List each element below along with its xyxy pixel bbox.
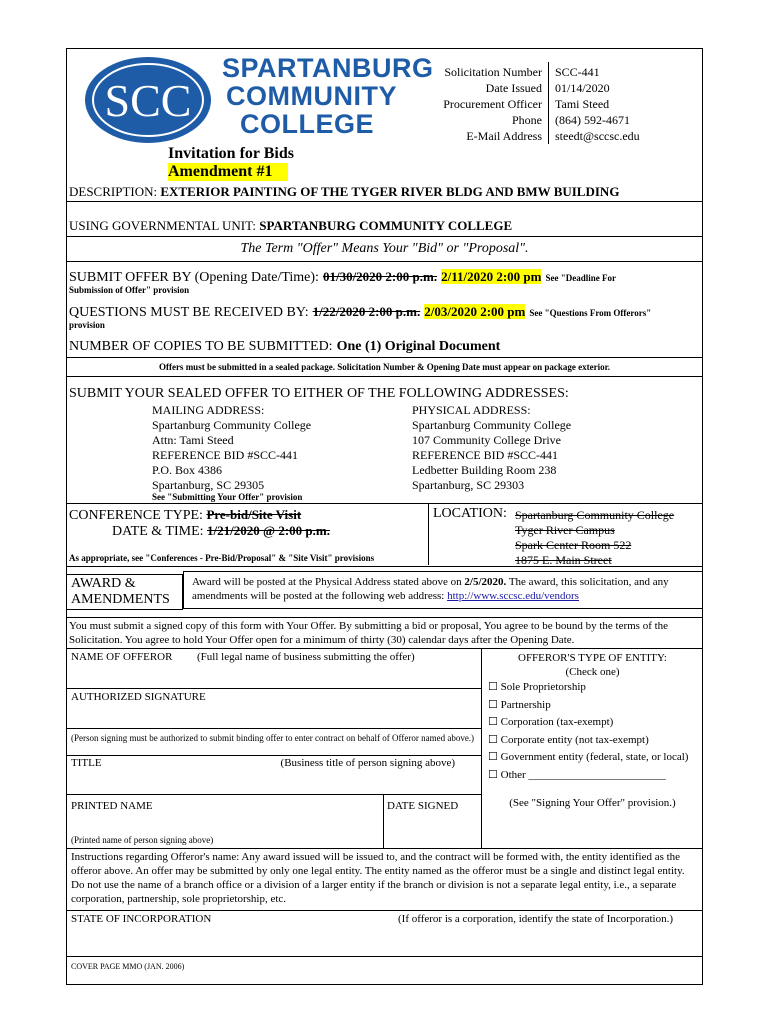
printed-name-field[interactable] (67, 814, 381, 836)
checkbox-icon[interactable]: ☐ (488, 751, 498, 763)
email: steedt@sccsc.edu (555, 129, 640, 143)
entity-option-corp[interactable]: ☐ Corporate entity (not tax-exempt) (488, 733, 649, 746)
submit-label: SUBMIT OFFER BY (Opening Date/Time): (69, 270, 319, 285)
logo-line2: COMMUNITY (226, 81, 397, 111)
entity-sub: (Check one) (565, 666, 620, 678)
questions-label: QUESTIONS MUST BE RECEIVED BY: (69, 305, 309, 320)
description-row (69, 184, 619, 200)
conference-datetime-row: DATE & TIME: 1/21/2020 @ 2:00 p.m. (112, 523, 330, 539)
incorporation-field[interactable] (67, 930, 701, 954)
date-issued: 01/14/2020 (555, 81, 610, 95)
sealed-note: Offers must be submitted in a sealed package. Solicitation Number & Opening Date must appear on package exterior. (158, 362, 611, 372)
amendment-badge: Amendment #1 (168, 163, 288, 181)
checkbox-icon[interactable]: ☐ (488, 698, 498, 711)
entity-option-sole[interactable]: ☐ Sole Proprietorship (488, 681, 586, 693)
conference-datetime: 1/21/2020 @ 2:00 p.m. (207, 523, 330, 538)
checkbox-icon[interactable]: ☐ (488, 681, 498, 693)
title-hint: (Business title of person signing above) (280, 757, 455, 769)
addresses-note: See "Submitting Your Offer" provision (152, 492, 303, 502)
conference-type-row: CONFERENCE TYPE: Pre-bid/Site Visit (69, 507, 302, 523)
label-solicitation: Solicitation Number (444, 65, 542, 79)
questions-new-date: 2/03/2020 2:00 pm (424, 304, 526, 319)
offeror-name-field[interactable] (67, 664, 480, 686)
questions-note-2: provision (69, 320, 105, 330)
submit-note-2: Submission of Offer" provision (69, 285, 190, 295)
header-values (555, 64, 640, 144)
sign-intro: You must submit a signed copy of this form with Your Offer. By submitting a bid or proposal, You agree to be bound by the terms of the Solicitation. You agree to hold Your Offer open for a minimum of thirty (30) calendar days after the Opening Date. (69, 620, 669, 646)
addresses-heading: SUBMIT YOUR SEALED OFFER TO EITHER OF THE FOLLOWING ADDRESSES: (69, 386, 569, 401)
unit-row (69, 218, 512, 234)
copies-value: One (1) Original Document (336, 339, 501, 354)
entity-option-corp-exempt[interactable]: ☐ Corporation (tax-exempt) (488, 716, 614, 728)
conference-note: As appropriate, see "Conferences - Pre-Bid/Proposal" & "Site Visit" provisions (69, 553, 375, 563)
incorporation-hint: (If offeror is a corporation, identify the state of Incorporation.) (398, 913, 673, 925)
description-value: EXTERIOR PAINTING OF THE TYGER RIVER BLDG AND BMW BUILDING (160, 184, 620, 199)
logo-line3: COLLEGE (240, 109, 375, 139)
seal-mark: SCC (104, 75, 192, 126)
submit-new-date: 2/11/2020 2:00 pm (441, 269, 542, 284)
unit-value: SPARTANBURG COMMUNITY COLLEGE (259, 218, 513, 233)
label-phone: Phone (512, 113, 542, 127)
entity-option-government[interactable]: ☐ Government entity (federal, state, or local) (488, 751, 689, 763)
label-date-issued: Date Issued (485, 81, 542, 95)
questions-row (69, 303, 651, 321)
incorporation-label: STATE OF INCORPORATION (71, 913, 212, 925)
checkbox-icon[interactable]: ☐ (488, 716, 498, 728)
printed-name-hint: (Printed name of person signing above) (71, 835, 214, 845)
printed-name-label: PRINTED NAME (71, 800, 153, 812)
date-signed-field[interactable] (385, 814, 479, 836)
auth-signature-field[interactable] (67, 704, 480, 726)
footer-code: COVER PAGE MMO (JAN. 2006) (71, 962, 185, 971)
questions-old-date: 1/22/2020 2:00 p.m. (312, 304, 421, 319)
copies-row (69, 337, 500, 355)
auth-signature-label: AUTHORIZED SIGNATURE (71, 691, 206, 703)
offer-term: The Term "Offer" Means Your "Bid" or "Proposal". (240, 241, 529, 256)
unit-label: USING GOVERNMENTAL UNIT: (69, 218, 257, 233)
entity-option-partnership[interactable]: ☐ Partnership (488, 698, 551, 711)
auth-signature-hint: (Person signing must be authorized to submit binding offer to enter contract on behalf of Offeror named above.) (71, 733, 475, 743)
submit-row (69, 268, 616, 286)
entity-header (485, 651, 700, 679)
title-label: TITLE (71, 757, 102, 769)
entity-option-other[interactable]: ☐ Other _________________________ (488, 768, 666, 781)
logo-line1: SPARTANBURG (222, 53, 434, 83)
location-address: Spartanburg Community College Tyger River Campus Spark Center Room 522 1875 E. Main Street (515, 508, 675, 567)
date-signed-label: DATE SIGNED (387, 800, 459, 812)
entity-note: (See "Signing Your Offer" provision.) (509, 797, 676, 809)
submit-old-date: 01/30/2020 2:00 p.m. (322, 269, 438, 284)
vendors-link[interactable]: http://www.sccsc.edu/vendors (447, 590, 579, 602)
location-label: LOCATION: (433, 506, 507, 521)
checkbox-icon[interactable]: ☐ (488, 768, 498, 781)
checkbox-icon[interactable]: ☐ (488, 733, 498, 746)
award-date: 2/5/2020. (464, 576, 507, 588)
solicitation-number: SCC-441 (555, 65, 600, 79)
phone: (864) 592-4671 (555, 113, 630, 127)
page-title: Invitation for Bids (168, 145, 294, 162)
header-divider (548, 62, 549, 144)
header-labels (420, 64, 542, 144)
conference-type: Pre-bid/Site Visit (206, 507, 302, 522)
copies-label: NUMBER OF COPIES TO BE SUBMITTED: (69, 339, 333, 354)
title-field[interactable] (67, 773, 480, 791)
submit-note: See "Deadline For (545, 273, 616, 283)
offeror-name-label: NAME OF OFFEROR (71, 651, 173, 663)
label-procurement: Procurement Officer (443, 97, 542, 111)
offeror-name-hint: (Full legal name of business submitting the offer) (197, 651, 415, 663)
description-label: DESCRIPTION: (69, 184, 158, 199)
physical-address: PHYSICAL ADDRESS: Spartanburg Community College 107 Community College Drive REFERENCE BID #SCC-441 Ledbetter Building Room 238 Spartanburg, SC 29303 (412, 403, 572, 492)
entity-options (488, 679, 688, 784)
entity-heading: OFFEROR'S TYPE OF ENTITY: (518, 652, 667, 664)
award-label: AWARD & AMENDMENTS (71, 576, 170, 607)
procurement-officer: Tami Steed (555, 97, 610, 111)
award-text: Award will be posted at the Physical Address stated above on 2/5/2020. The award, this solicitation, and any amendments will be posted at the following web address: http://www.sccsc.edu/vendors (192, 576, 669, 602)
mailing-address: MAILING ADDRESS: Spartanburg Community College Attn: Tami Steed REFERENCE BID #SCC-441 P.O. Box 4386 Spartanburg, SC 29305 (152, 403, 312, 492)
college-logo (80, 53, 434, 146)
questions-note: See "Questions From Offerors" (529, 308, 652, 318)
offeror-name-instructions: Instructions regarding Offeror's name: Any award issued will be issued to, and the contract will be formed with, the entity identified as the offeror above. An offer may be submitted by only one legal entity. The entity named as the offeror must be a single and distinct legal entity. Do not use the name of a branch office or a division of a larger entity if the branch or division is not a separate legal entity, i.e., a separate corporation, partnership, sole proprietorship, etc. (71, 851, 685, 905)
label-email: E-Mail Address (466, 129, 542, 143)
